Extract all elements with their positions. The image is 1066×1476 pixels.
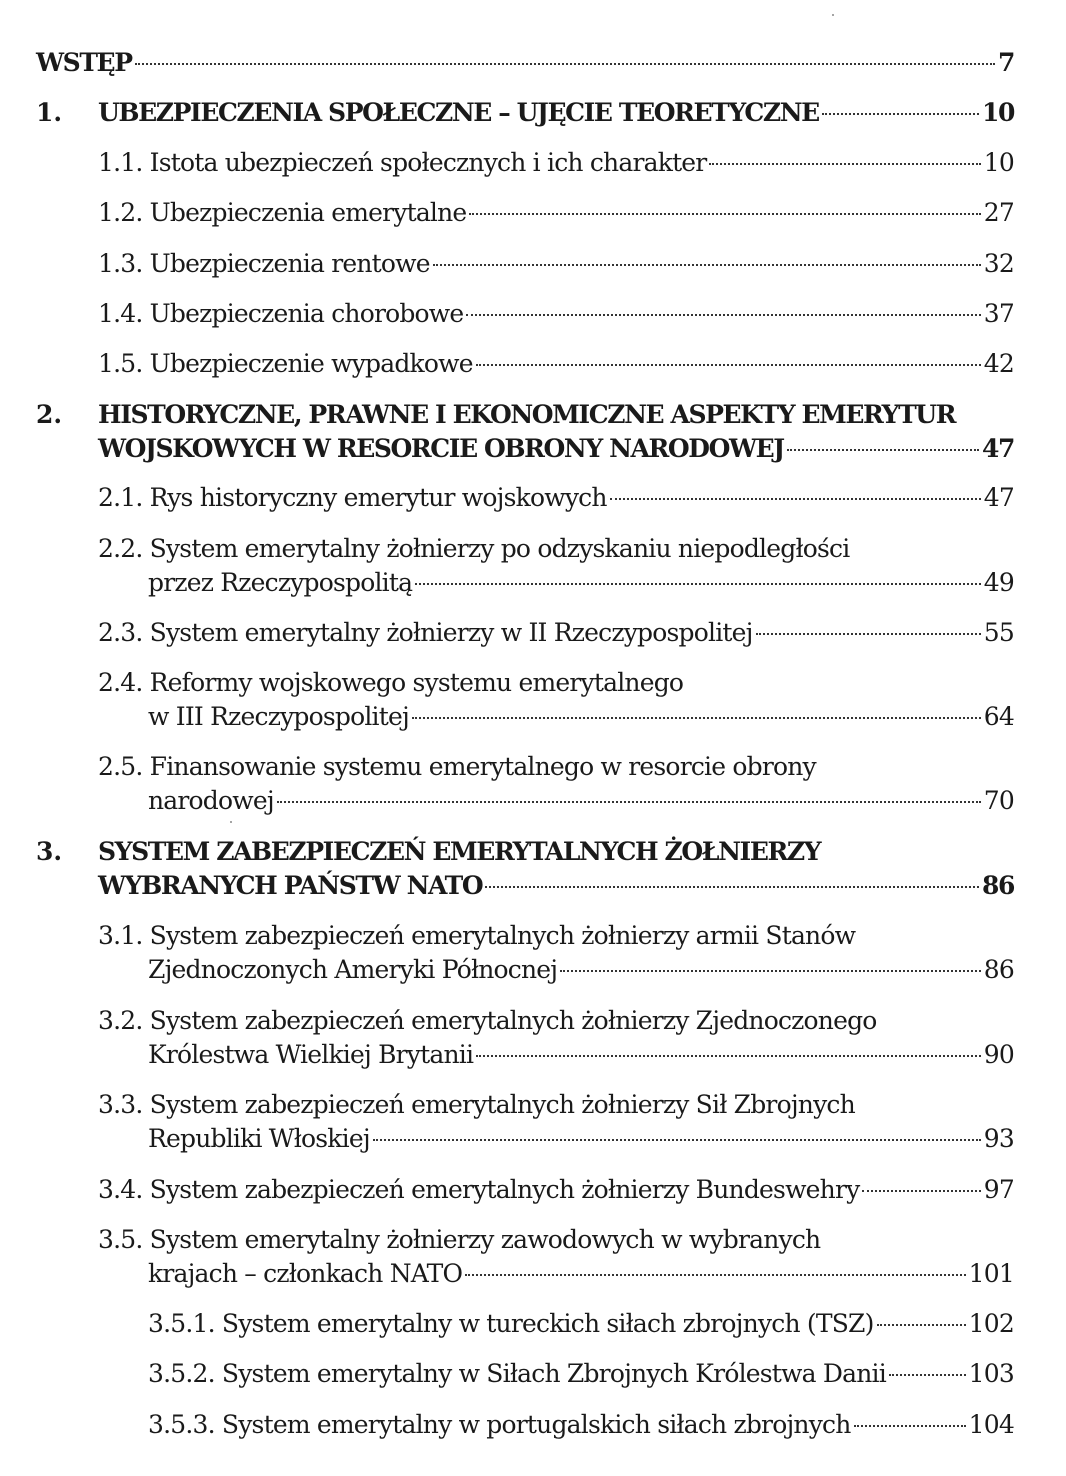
section-title-line-2: narodowej xyxy=(148,786,274,815)
dot-leader xyxy=(877,1324,966,1326)
chapter-title-line-2: WYBRANYCH PAŃSTW NATO xyxy=(98,871,483,900)
toc-section-2-5[interactable] xyxy=(98,750,1014,818)
page-number: 90 xyxy=(983,1040,1014,1069)
chapter-number: 1. xyxy=(36,98,63,127)
dot-leader xyxy=(415,583,981,585)
dot-leader xyxy=(412,717,981,719)
page-number: 64 xyxy=(983,702,1014,731)
scan-speck xyxy=(832,14,834,16)
page-number: 97 xyxy=(983,1175,1014,1204)
page-number: 93 xyxy=(983,1124,1014,1153)
dot-leader xyxy=(466,314,980,316)
section-title-line-2: przez Rzeczypospolitą xyxy=(148,568,413,597)
page-number: 37 xyxy=(983,299,1014,328)
section-title-line-1: 3.2. System zabezpieczeń emerytalnych żołnierzy Zjednoczonego xyxy=(98,1006,877,1035)
toc-section-2-2[interactable] xyxy=(98,532,1014,600)
dot-leader xyxy=(756,633,981,635)
toc-section-3-4[interactable] xyxy=(98,1173,1014,1207)
toc-section-1-3[interactable] xyxy=(98,247,1014,281)
section-title: 3.4. System zabezpieczeń emerytalnych żołnierzy Bundeswehry xyxy=(98,1175,860,1204)
dot-leader xyxy=(560,970,981,972)
chapter-title-line-2: WOJSKOWYCH W RESORCIE OBRONY NARODOWEJ xyxy=(98,434,784,463)
page-number: 47 xyxy=(983,483,1014,512)
dot-leader xyxy=(277,801,981,803)
page-number: 32 xyxy=(983,249,1014,278)
section-title-line-1: 3.5. System emerytalny żołnierzy zawodowych w wybranych xyxy=(98,1225,821,1254)
section-title: 1.2. Ubezpieczenia emerytalne xyxy=(98,198,467,227)
section-title: 1.1. Istota ubezpieczeń społecznych i ich charakter xyxy=(98,148,707,177)
page-number: 102 xyxy=(968,1309,1014,1338)
page-number: 70 xyxy=(983,786,1014,815)
page-number: 10 xyxy=(982,98,1014,127)
dot-leader xyxy=(135,63,995,65)
page-number: 86 xyxy=(982,871,1014,900)
dot-leader xyxy=(469,213,980,215)
toc-section-3-1[interactable] xyxy=(98,919,1014,987)
toc-section-3-5-3[interactable] xyxy=(148,1408,1014,1442)
dot-leader xyxy=(476,1055,981,1057)
toc-section-1-1[interactable] xyxy=(98,146,1014,180)
chapter-title-line-1: HISTORYCZNE, PRAWNE I EKONOMICZNE ASPEKTY EMERYTUR xyxy=(98,400,956,429)
scan-speck xyxy=(230,821,232,823)
toc-chapter-3[interactable] xyxy=(98,835,1014,903)
page-number: 49 xyxy=(983,568,1014,597)
dot-leader xyxy=(433,264,981,266)
dot-leader xyxy=(822,113,979,115)
toc-entry-intro[interactable] xyxy=(36,46,1014,80)
toc-chapter-2[interactable] xyxy=(98,398,1014,466)
dot-leader xyxy=(862,1190,980,1192)
section-title: 3.5.1. System emerytalny w tureckich siłach zbrojnych (TSZ) xyxy=(148,1309,874,1338)
section-title: 2.1. Rys historyczny emerytur wojskowych xyxy=(98,483,607,512)
section-title: 2.3. System emerytalny żołnierzy w II Rzeczypospolitej xyxy=(98,618,753,647)
section-title-line-1: 2.4. Reformy wojskowego systemu emerytalnego xyxy=(98,668,684,697)
section-title-line-2: Królestwa Wielkiej Brytanii xyxy=(148,1040,474,1069)
section-title-line-2: Republiki Włoskiej xyxy=(148,1124,370,1153)
toc-section-3-5[interactable] xyxy=(98,1223,1014,1291)
section-title: 3.5.2. System emerytalny w Siłach Zbrojnych Królestwa Danii xyxy=(148,1359,886,1388)
page-number: 86 xyxy=(983,955,1014,984)
toc-section-2-1[interactable] xyxy=(98,481,1014,515)
section-title-line-2: krajach – członkach NATO xyxy=(148,1259,463,1288)
toc-section-2-3[interactable] xyxy=(98,616,1014,650)
section-title-line-1: 2.5. Finansowanie systemu emerytalnego w resorcie obrony xyxy=(98,752,816,781)
page-number: 7 xyxy=(998,48,1014,77)
entry-title: WSTĘP xyxy=(36,48,132,77)
toc-section-3-3[interactable] xyxy=(98,1088,1014,1156)
dot-leader xyxy=(854,1425,966,1427)
page-number: 42 xyxy=(983,349,1014,378)
chapter-number: 3. xyxy=(36,837,63,866)
dot-leader xyxy=(373,1139,981,1141)
page-number: 103 xyxy=(968,1359,1014,1388)
section-title-line-1: 3.1. System zabezpieczeń emerytalnych żołnierzy armii Stanów xyxy=(98,921,856,950)
toc-section-3-2[interactable] xyxy=(98,1004,1014,1072)
toc-section-2-4[interactable] xyxy=(98,666,1014,734)
section-title-line-1: 2.2. System emerytalny żołnierzy po odzyskaniu niepodległości xyxy=(98,534,850,563)
toc-section-1-4[interactable] xyxy=(98,297,1014,331)
page-number: 55 xyxy=(983,618,1014,647)
toc-chapter-1[interactable] xyxy=(98,96,1014,130)
dot-leader xyxy=(485,886,979,888)
page-number: 101 xyxy=(968,1259,1014,1288)
chapter-number: 2. xyxy=(36,400,63,429)
section-title: 1.4. Ubezpieczenia chorobowe xyxy=(98,299,464,328)
dot-leader xyxy=(465,1274,965,1276)
section-title-line-2: Zjednoczonych Ameryki Północnej xyxy=(148,955,558,984)
section-title: 1.3. Ubezpieczenia rentowe xyxy=(98,249,430,278)
page-number: 10 xyxy=(983,148,1014,177)
dot-leader xyxy=(787,449,979,451)
chapter-title: UBEZPIECZENIA SPOŁECZNE – UJĘCIE TEORETYCZNE xyxy=(98,98,819,127)
dot-leader xyxy=(476,364,981,366)
section-title: 3.5.3. System emerytalny w portugalskich siłach zbrojnych xyxy=(148,1410,851,1439)
page-number: 47 xyxy=(982,434,1014,463)
toc-section-3-5-1[interactable] xyxy=(148,1307,1014,1341)
dot-leader xyxy=(709,163,980,165)
toc-section-3-5-2[interactable] xyxy=(148,1357,1014,1391)
page-number: 27 xyxy=(983,198,1014,227)
section-title-line-1: 3.3. System zabezpieczeń emerytalnych żołnierzy Sił Zbrojnych xyxy=(98,1090,855,1119)
section-title-line-2: w III Rzeczypospolitej xyxy=(148,702,409,731)
chapter-title-line-1: SYSTEM ZABEZPIECZEŃ EMERYTALNYCH ŻOŁNIERZY xyxy=(98,837,821,866)
section-title: 1.5. Ubezpieczenie wypadkowe xyxy=(98,349,473,378)
toc-section-1-2[interactable] xyxy=(98,196,1014,230)
dot-leader xyxy=(610,498,981,500)
page-number: 104 xyxy=(968,1410,1014,1439)
toc-section-1-5[interactable] xyxy=(98,347,1014,381)
dot-leader xyxy=(889,1374,966,1376)
